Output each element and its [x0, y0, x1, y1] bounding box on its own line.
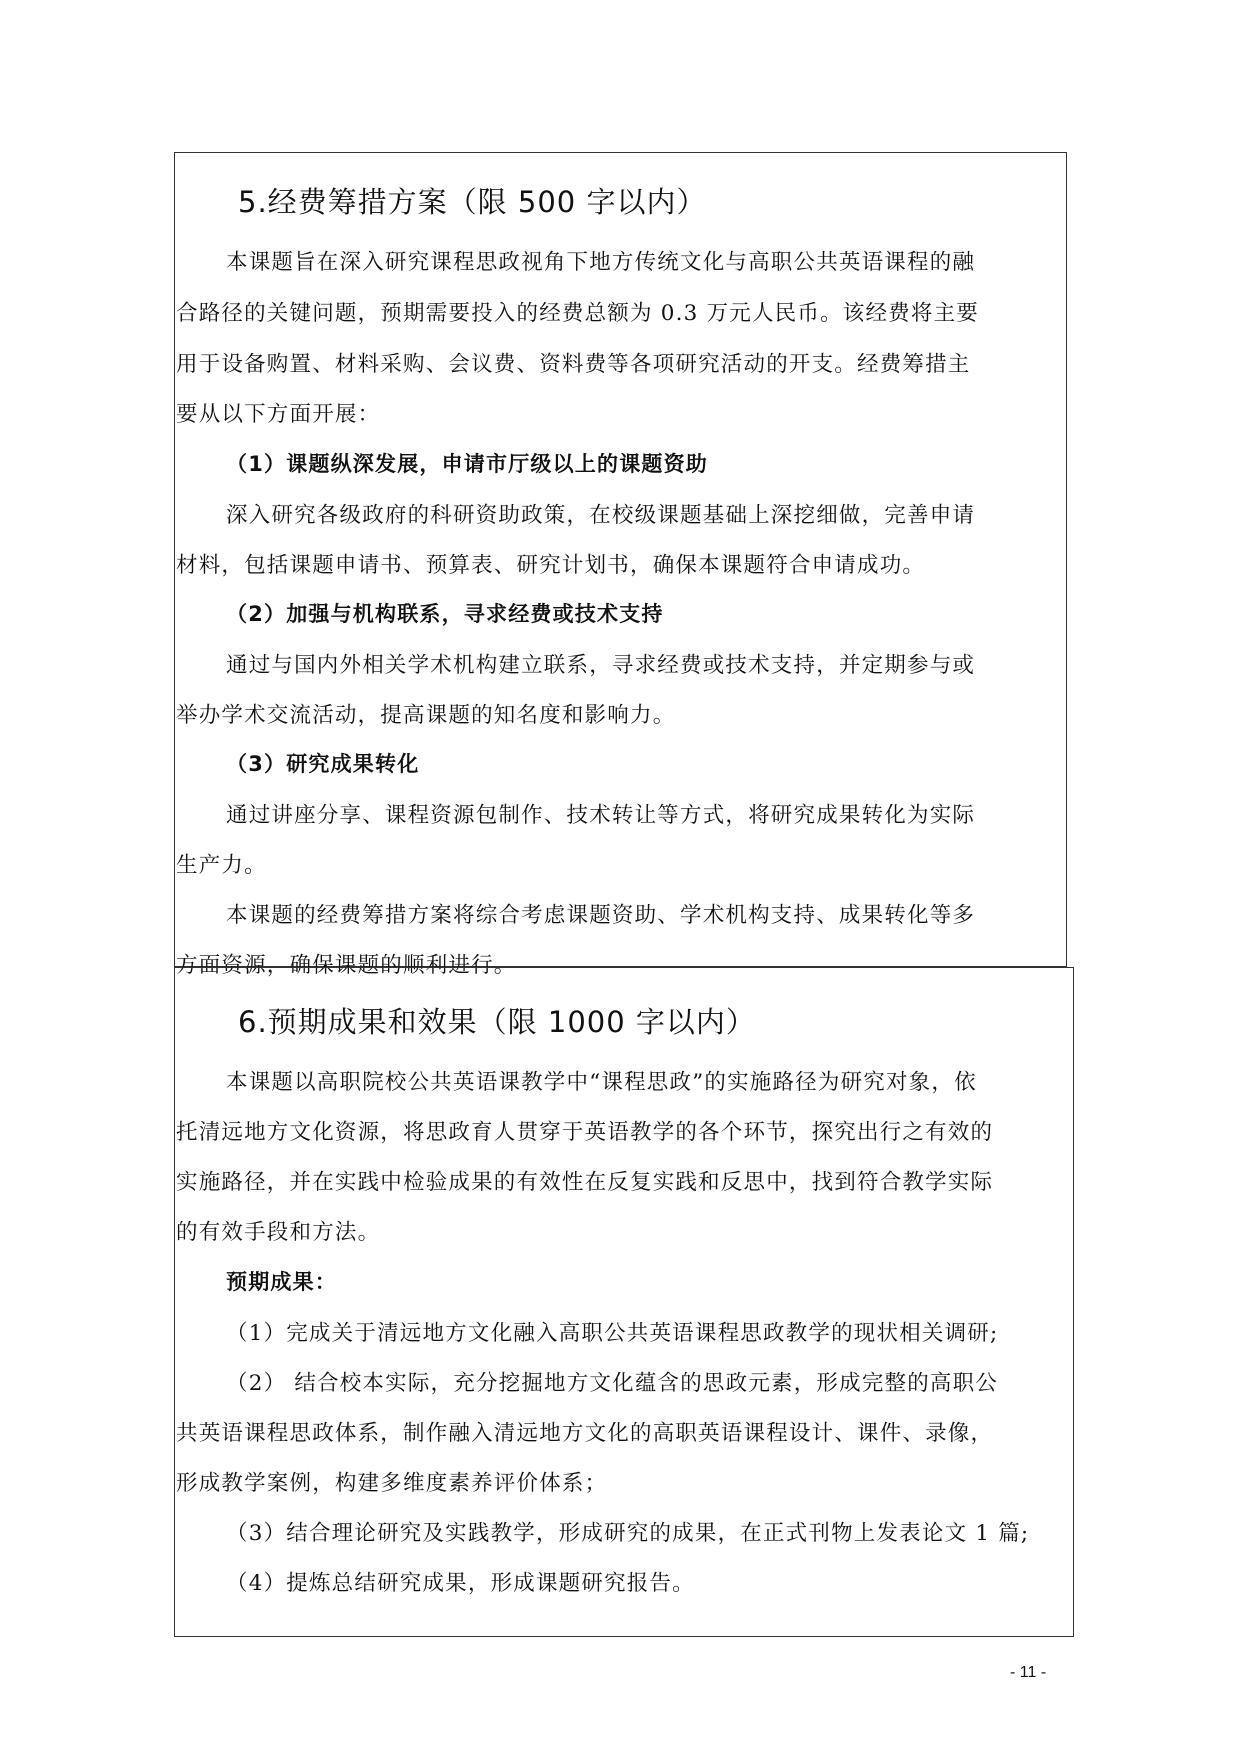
section-5-paragraph-5-line: 本课题的经费筹措方案将综合考虑课题资助、学术机构支持、成果转化等多	[226, 903, 976, 928]
section-5-title: 5.经费筹措方案（限 500 字以内）	[238, 185, 707, 219]
section-5-paragraph-3-line: 举办学术交流活动，提高课题的知名度和影响力。	[176, 703, 676, 728]
section-5-paragraph-2-line: 材料，包括课题申请书、预算表、研究计划书，确保本课题符合申请成功。	[176, 553, 926, 578]
section-6-list-line: 共英语课程思政体系，制作融入清远地方文化的高职英语课程设计、课件、录像，	[176, 1421, 994, 1446]
section-5-paragraph-1-line: 本课题旨在深入研究课程思政视角下地方传统文化与高职公共英语课程的融	[226, 250, 976, 275]
section-5-heading-2: （2）加强与机构联系，寻求经费或技术支持	[226, 602, 664, 626]
section-5-paragraph-1-line: 要从以下方面开展：	[176, 402, 381, 427]
section-5-paragraph-5-line: 方面资源，确保课题的顺利进行。	[176, 953, 517, 978]
section-5-paragraph-2-line: 深入研究各级政府的科研资助政策，在校级课题基础上深挖细做，完善申请	[226, 503, 976, 528]
section-6-paragraph-1-line: 的有效手段和方法。	[176, 1220, 381, 1245]
section-5-heading-1: （1）课题纵深发展，申请市厅级以上的课题资助	[226, 452, 709, 476]
section-6-heading-expected-results: 预期成果：	[226, 1270, 337, 1294]
section-5-paragraph-1-line: 合路径的关键问题，预期需要投入的经费总额为 0.3 万元人民币。该经费将主要	[176, 301, 979, 326]
section-6-list-line: （4）提炼总结研究成果，形成课题研究报告。	[226, 1571, 695, 1596]
page-number: - 11 -	[1010, 1664, 1047, 1681]
section-6-paragraph-1-line: 本课题以高职院校公共英语课教学中“课程思政”的实施路径为研究对象，依	[226, 1070, 977, 1095]
section-6-paragraph-1-line: 实施路径，并在实践中检验成果的有效性在反复实践和反思中，找到符合教学实际	[176, 1170, 994, 1195]
section-5-paragraph-3-line: 通过与国内外相关学术机构建立联系，寻求经费或技术支持，并定期参与或	[226, 653, 976, 678]
section-6-list-line: （1）完成关于清远地方文化融入高职公共英语课程思政教学的现状相关调研;	[226, 1321, 999, 1346]
section-6-title: 6.预期成果和效果（限 1000 字以内）	[238, 1005, 756, 1039]
section-6-list-line: 形成教学案例，构建多维度素养评价体系；	[176, 1471, 608, 1496]
section-6-list-line: （3）结合理论研究及实践教学，形成研究的成果，在正式刊物上发表论文 1 篇;	[226, 1521, 1030, 1546]
section-6-paragraph-1-line: 托清远地方文化资源，将思政育人贯穿于英语教学的各个环节，探究出行之有效的	[176, 1120, 994, 1145]
section-6-list-line: （2） 结合校本实际，充分挖掘地方文化蕴含的思政元素，形成完整的高职公	[226, 1371, 999, 1396]
section-5-heading-3: （3）研究成果转化	[226, 752, 420, 776]
section-5-paragraph-4-line: 生产力。	[176, 853, 267, 878]
section-5-paragraph-1-line: 用于设备购置、材料采购、会议费、资料费等各项研究活动的开支。经费筹措主	[176, 352, 971, 377]
section-5-paragraph-4-line: 通过讲座分享、课程资源包制作、技术转让等方式，将研究成果转化为实际	[226, 803, 976, 828]
